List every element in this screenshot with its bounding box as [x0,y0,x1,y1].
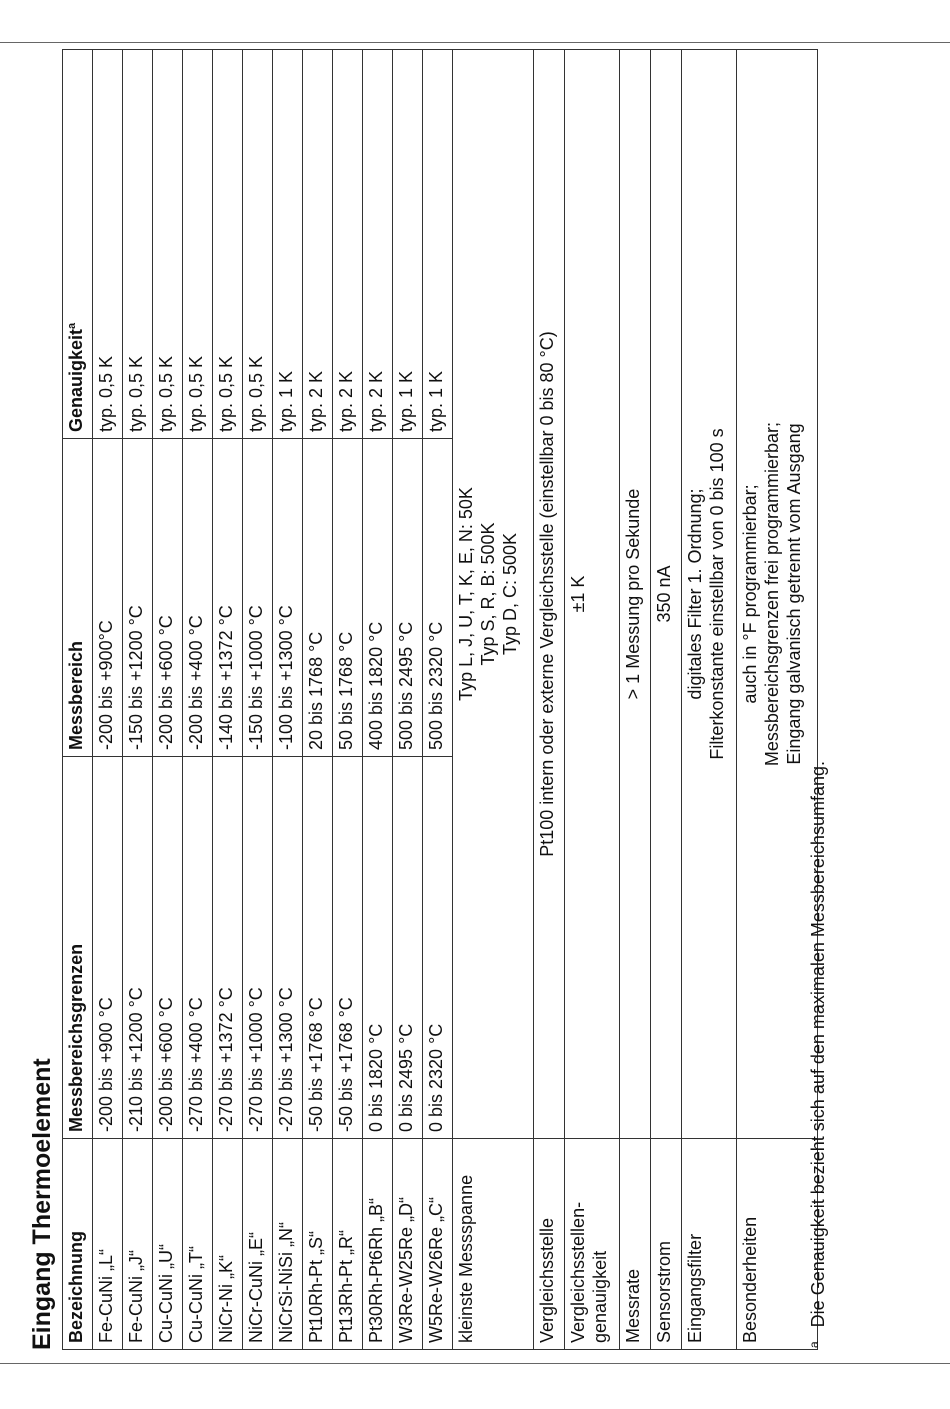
table-row [393,50,423,1350]
cell-accuracy: typ. 2 K [333,50,363,439]
spec-line: Typ L, J, U, T, K, E, N: 50K [456,487,476,701]
spec-row-ref [534,50,565,1350]
cell-range: -200 bis +900°C [93,439,123,757]
cell-accuracy: typ. 1 K [393,50,423,439]
spec-line: Typ D, C: 500K [500,532,520,656]
cell-range: 500 bis 2320 °C [423,439,453,757]
spec-label: Eingangsfilter [682,1139,737,1350]
cell-name: NiCr-CuNi „E“ [243,1139,273,1350]
rotated-page [20,50,840,1350]
table-row [93,50,123,1350]
cell-range: -200 bis +400 °C [183,439,213,757]
cell-range: 400 bis 1820 °C [363,439,393,757]
cell-name: Cu-CuNi „U“ [153,1139,183,1350]
spec-row-span [453,50,534,1350]
cell-accuracy: typ. 0,5 K [93,50,123,439]
spec-label: Besonderheiten [737,1139,818,1350]
cell-name: Fe-CuNi „L“ [93,1139,123,1350]
table-row [183,50,213,1350]
table-row [333,50,363,1350]
spec-line: Filterkonstante einstellbar von 0 bis 100 s [707,428,727,760]
cell-limits: 0 bis 1820 °C [363,757,393,1139]
table-row [423,50,453,1350]
table-row [123,50,153,1350]
cell-limits: -270 bis +1372 °C [213,757,243,1139]
spec-line: Typ S, R, B: 500K [478,522,498,666]
cell-accuracy: typ. 2 K [363,50,393,439]
cell-range: 50 bis 1768 °C [333,439,363,757]
cell-name: Cu-CuNi „T“ [183,1139,213,1350]
spec-row-filter [682,50,737,1350]
header-range: Messbereich [63,439,93,757]
spec-value [453,50,534,1139]
spec-label: kleinste Messspanne [453,1139,534,1350]
cell-range: 20 bis 1768 °C [303,439,333,757]
spec-line: Messbereichsgrenzen frei programmierbar; [762,421,782,767]
cell-name: Pt10Rh-Pt „S“ [303,1139,333,1350]
cell-range: -150 bis +1200 °C [123,439,153,757]
cell-accuracy: typ. 0,5 K [183,50,213,439]
table-row [363,50,393,1350]
spec-row-rate [620,50,651,1350]
cell-limits: -50 bis +1768 °C [303,757,333,1139]
cell-name: NiCr-Ni „K“ [213,1139,243,1350]
table-header-row [63,50,93,1350]
cell-limits: -200 bis +900 °C [93,757,123,1139]
cell-range: -140 bis +1372 °C [213,439,243,757]
header-rule [0,42,950,43]
footnote-text: Die Genauigkeit bezieht sich auf den maximalen Messbereichsumfang. [808,761,828,1328]
spec-label: Vergleichsstellen-genauigkeit [565,1139,620,1350]
spec-line: digitales Filter 1. Ordnung; [685,488,705,700]
cell-accuracy: typ. 1 K [273,50,303,439]
spec-value: > 1 Messung pro Sekunde [620,50,651,1139]
cell-limits: -270 bis +1300 °C [273,757,303,1139]
spec-line: auch in °F programmierbar; [740,484,760,704]
cell-accuracy: typ. 0,5 K [243,50,273,439]
table-row [243,50,273,1350]
spec-label: Messrate [620,1139,651,1350]
cell-limits: -50 bis +1768 °C [333,757,363,1139]
spec-value: 350 nA [651,50,682,1139]
header-name: Bezeichnung [63,1139,93,1350]
table-row [273,50,303,1350]
footer-rule [0,1363,950,1364]
cell-name: W5Re-W26Re „C“ [423,1139,453,1350]
spec-value: Pt100 intern oder externe Vergleichsstelle (einstellbar 0 bis 80 °C) [534,50,565,1139]
cell-name: W3Re-W25Re „D“ [393,1139,423,1350]
cell-name: Pt30Rh-Pt6Rh „B“ [363,1139,393,1350]
cell-limits: -270 bis +400 °C [183,757,213,1139]
cell-range: -150 bis +1000 °C [243,439,273,757]
spec-line: Eingang galvanisch getrennt vom Ausgang [784,423,804,765]
cell-limits: 0 bis 2320 °C [423,757,453,1139]
spec-label: Sensorstrom [651,1139,682,1350]
cell-limits: -270 bis +1000 °C [243,757,273,1139]
cell-accuracy: typ. 0,5 K [153,50,183,439]
spec-row-special [737,50,818,1350]
cell-accuracy: typ. 0,5 K [213,50,243,439]
cell-name: NiCrSi-NiSi „N“ [273,1139,303,1350]
thermocouple-table [62,49,818,1350]
cell-range: 500 bis 2495 °C [393,439,423,757]
cell-limits: -210 bis +1200 °C [123,757,153,1139]
cell-accuracy: typ. 0,5 K [123,50,153,439]
footnote [808,761,829,1348]
header-accuracy: Genauigkeit$^a$ [63,50,93,439]
footnote-mark: a [807,1341,821,1348]
cell-name: Pt13Rh-Pt „R“ [333,1139,363,1350]
spec-row-current [651,50,682,1350]
spec-value: ±1 K [565,50,620,1139]
cell-range: -200 bis +600 °C [153,439,183,757]
spec-label: Vergleichsstelle [534,1139,565,1350]
cell-name: Fe-CuNi „J“ [123,1139,153,1350]
table-row [303,50,333,1350]
spec-row-ref-accuracy [565,50,620,1350]
cell-range: -100 bis +1300 °C [273,439,303,757]
page-title: Eingang Thermoelement [28,1058,56,1350]
cell-limits: 0 bis 2495 °C [393,757,423,1139]
spec-value [682,50,737,1139]
cell-limits: -200 bis +600 °C [153,757,183,1139]
table-row [213,50,243,1350]
cell-accuracy: typ. 2 K [303,50,333,439]
footnote-marker: a [66,322,78,329]
table-row [153,50,183,1350]
cell-accuracy: typ. 1 K [423,50,453,439]
header-limits: Messbereichsgrenzen [63,757,93,1139]
spec-value [737,50,818,1139]
